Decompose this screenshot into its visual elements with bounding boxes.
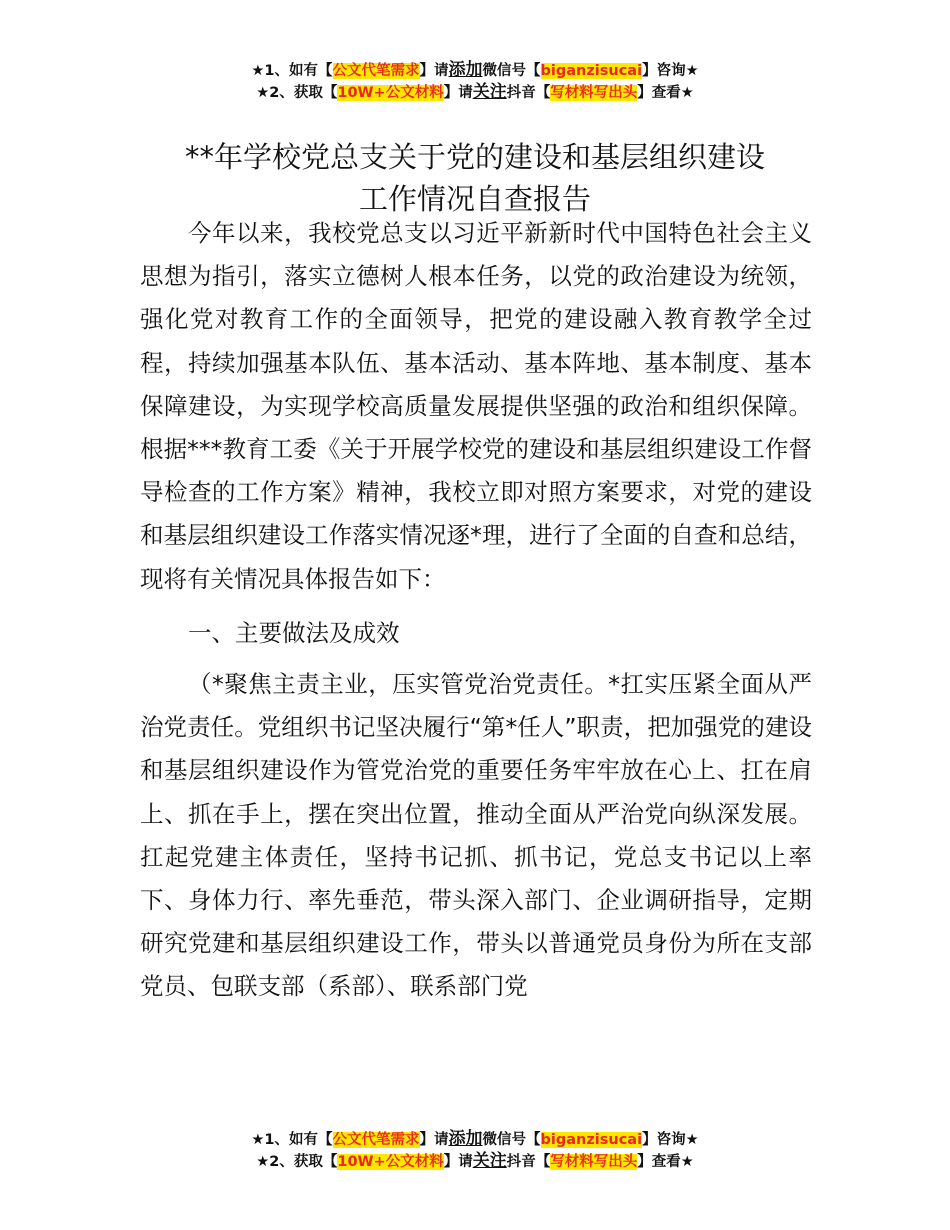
- ad-underline: 关注: [472, 82, 507, 102]
- footer-ad-line-1: [0, 1129, 950, 1151]
- ad-text: 】咨询★: [642, 63, 699, 79]
- ad-text: 】请: [443, 85, 473, 101]
- ad-text: ★1、如有【: [251, 1132, 333, 1148]
- section-paragraph-block: [140, 663, 812, 1009]
- ad-underline: 添加: [448, 1129, 483, 1149]
- ad-text: 】请: [443, 1154, 473, 1170]
- section-heading-block: [140, 612, 812, 655]
- ad-highlight: 写材料写出头: [550, 85, 638, 101]
- title-line-2: 工作情况自查报告: [358, 182, 591, 217]
- ad-text: 】请: [419, 63, 449, 79]
- ad-highlight: 公文代笔需求: [332, 1132, 420, 1148]
- ad-underline: 添加: [448, 60, 483, 80]
- document-title: [60, 136, 890, 220]
- header-ad-banner: [0, 60, 950, 104]
- header-ad-line-1: [0, 60, 950, 82]
- footer-ad-line-2: [0, 1151, 950, 1173]
- ad-text: 微信号【: [482, 63, 541, 79]
- ad-text: ★2、获取【: [256, 85, 338, 101]
- ad-text: ★1、如有【: [251, 63, 333, 79]
- ad-text: 】查看★: [637, 1154, 694, 1170]
- ad-text: 抖音【: [506, 1154, 551, 1170]
- section-heading: 一、主要做法及成效: [188, 619, 400, 647]
- ad-underline: 关注: [472, 1151, 507, 1171]
- ad-highlight: 10W+公文材料: [337, 1154, 444, 1170]
- ad-text: 抖音【: [506, 85, 551, 101]
- ad-highlight: 写材料写出头: [550, 1154, 638, 1170]
- ad-highlight: biganzisucai: [540, 1132, 643, 1148]
- title-line-1: **年学校党总支关于党的建设和基层组织建设: [184, 140, 765, 175]
- ad-text: 】请: [419, 1132, 449, 1148]
- intro-paragraph: 今年以来，我校党总支以习近平新新时代中国特色社会主义思想为指引，落实立德树人根本任务，以党的政治建设为统领，强化党对教育工作的全面领导，把党的建设融入教育教学全过程，持续加强基本队伍、基本活动、基本阵地、基本制度、基本保障建设，为实现学校高质量发展提供坚强的政治和组织保障。根据***教育工委《关于开展学校党的建设和基层组织建设工作督导检查的工作方案》精神，我校立即对照方案要求，对党的建设和基层组织建设工作落实情况逐*理，进行了全面的自查和总结，现将有关情况具体报告如下：: [140, 219, 812, 593]
- section-paragraph: （*聚焦主责主业，压实管党治党责任。*扛实压紧全面从严治党责任。党组织书记坚决履行“第*任人”职责，把加强党的建设和基层组织建设作为管党治党的重要任务牢牢放在心上、扛在肩上、抓在手上，摆在突出位置，推动全面从严治党向纵深发展。扛起党建主体责任，坚持书记抓、抓书记，党总支书记以上率下、身体力行、率先垂范，带头深入部门、企业调研指导，定期研究党建和基层组织建设工作，带头以普通党员身份为所在支部党员、包联支部（系部）、联系部门党: [140, 670, 812, 1001]
- ad-highlight: biganzisucai: [540, 63, 643, 79]
- ad-highlight: 公文代笔需求: [332, 63, 420, 79]
- footer-ad-banner: [0, 1129, 950, 1173]
- ad-text: 】查看★: [637, 85, 694, 101]
- ad-highlight: 10W+公文材料: [337, 85, 444, 101]
- intro-paragraph-block: [140, 212, 812, 601]
- ad-text: ★2、获取【: [256, 1154, 338, 1170]
- ad-text: 】咨询★: [642, 1132, 699, 1148]
- header-ad-line-2: [0, 82, 950, 104]
- ad-text: 微信号【: [482, 1132, 541, 1148]
